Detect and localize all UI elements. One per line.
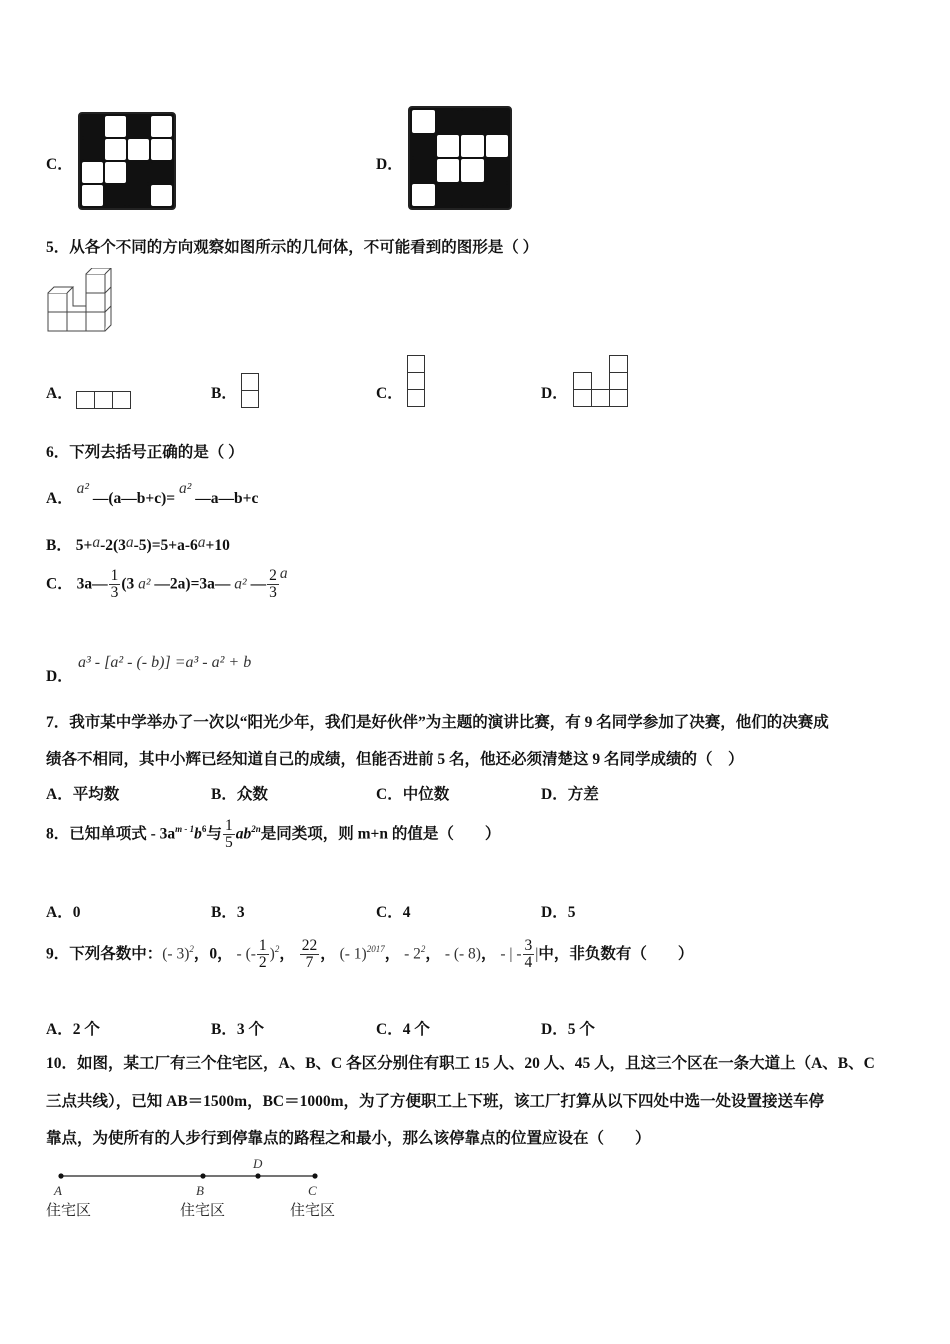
q5-a-square-2	[94, 391, 113, 409]
q7-option-b: B．众数	[211, 786, 268, 803]
q5-d-square-1	[573, 372, 592, 390]
q7-stem-line1: 7．我市某中学举办了一次以“阳光少年，我们是好伙伴”为主题的演讲比赛，有 9 名同学参加了决赛，他们的决赛成	[46, 714, 829, 731]
q9-option-d: D．5 个	[541, 1021, 595, 1038]
q9-n5: (- 1)	[339, 945, 367, 963]
q6-option-d-expr	[78, 654, 251, 672]
q9-n5-sup: 2017	[366, 944, 385, 955]
q9-n1: (- 3)	[162, 945, 190, 963]
q9-n8-fraction: $\frac{3}{4}$	[524, 937, 533, 972]
q9-stem-pre: 9．下列各数中：	[46, 945, 163, 963]
q9-comma-4: ，	[425, 945, 441, 963]
q7-stem-line2: 绩各不相同，其中小辉已经知道自己的成绩，但能否进前 5 名，他还必须清楚这 9 名同学成绩的（ ）	[46, 751, 744, 768]
q9-n3-fraction: $\frac{1}{2}$	[258, 937, 267, 972]
q6-b-part2: -2(3	[100, 537, 126, 554]
q9-stem-post: 中，非负数有（ ）	[538, 945, 694, 963]
q10-zone-c: 住宅区	[290, 1201, 336, 1219]
q6-option-c	[46, 565, 288, 602]
q8-ab: ab	[235, 825, 252, 843]
q5-d-square-4	[609, 355, 628, 373]
q6-b-part1: 5+	[75, 537, 93, 554]
q8-sup3: 2n	[251, 824, 261, 835]
q9-comma-5: ，	[480, 945, 497, 963]
q9-comma-1: ，	[279, 945, 295, 963]
q9-n8-post: |	[535, 945, 539, 963]
q6-b-var2: a	[125, 534, 134, 551]
q8-option-d: D．5	[541, 904, 576, 921]
q5-option-d-label: D．	[541, 385, 568, 402]
q5-a-square-3	[112, 391, 131, 409]
q6-a-var2: a²	[178, 480, 192, 497]
q5-option-b-label: B．	[211, 385, 237, 402]
q6-option-a	[46, 480, 259, 508]
q5-stem: 5．从各个不同的方向观察如图所示的几何体，不可能看到的图形是（ ）	[46, 239, 539, 256]
q6-a-label: A．	[46, 490, 73, 507]
q9-n4-fraction: $\frac{22}{7}$	[301, 937, 318, 972]
q10-point-d-dot	[255, 1173, 260, 1178]
q8-option-c: C．4	[376, 904, 411, 921]
q6-c-var1: a²	[138, 575, 151, 593]
q8-option-b: B．3	[211, 904, 245, 921]
q6-c-var3: a	[279, 565, 288, 583]
q10-zone-b: 住宅区	[180, 1201, 226, 1219]
q9-n1-sup: 2	[189, 944, 194, 955]
q6-c-part2: (3	[121, 575, 135, 593]
q10-road-diagram	[40, 1152, 360, 1222]
q10-zone-a: 住宅区	[46, 1201, 92, 1219]
q6-option-b	[46, 533, 230, 555]
q9-n6-sup: 2	[420, 944, 426, 955]
q7-option-d: D．方差	[541, 786, 599, 803]
q7-option-a: A．平均数	[46, 786, 120, 803]
q5-a-square-1	[76, 391, 95, 409]
q9-n6: - 2	[404, 945, 421, 963]
q6-b-part4: +10	[205, 537, 230, 554]
q10-line1: 10．如图，某工厂有三个住宅区，A、B、C 各区分别住有职工 15 人、20 人、45 人，且这三个区在一条大道上（A、B、C	[46, 1055, 875, 1072]
q8-mid: 与	[206, 825, 222, 843]
q5-b-square-2	[241, 390, 259, 408]
q6-a-var1: a²	[76, 480, 89, 497]
q5-c-square-1	[407, 355, 425, 373]
q10-point-a-dot	[58, 1173, 63, 1178]
q6-c-label: C．	[46, 575, 73, 593]
q10-point-d-label: D	[253, 1156, 263, 1171]
q5-solid-figure	[44, 268, 114, 334]
q6-b-label: B．	[46, 537, 72, 554]
q8-sup2: 6	[201, 824, 207, 835]
q6-c-part3: —2a)=3a—	[154, 575, 231, 593]
q5-c-square-3	[407, 389, 425, 407]
q6-b-part3: -5)=5+a-6	[133, 537, 198, 554]
q8-b: b	[194, 825, 202, 843]
q6-b-var1: a	[92, 534, 101, 551]
q9-option-c: C．4 个	[376, 1021, 430, 1038]
q9-option-b: B．3 个	[211, 1021, 264, 1038]
q9-n3-pre: - (-	[236, 945, 256, 963]
q10-line3: 靠点，为使所有的人步行到停靠点的路程之和最小，那么该停靠点的位置应设在（ ）	[46, 1130, 651, 1147]
q6-a-mid: —(a—b+c)=	[92, 490, 176, 507]
q6-d-left: a³ - [a² - (- b)]	[78, 654, 171, 671]
q9-stem	[46, 938, 693, 972]
q6-b-var3: a	[197, 534, 206, 551]
q9-n8-pre: - | -	[500, 945, 522, 963]
q5-d-square-6	[609, 389, 628, 407]
q6-d-right: =a³ - a² + b	[174, 654, 252, 671]
q4-option-c-grid	[78, 112, 176, 210]
q4-option-c-label: C．	[46, 156, 73, 173]
q8-stem-pre: 8．已知单项式 - 3a	[46, 825, 176, 843]
q6-c-part4: —	[250, 575, 267, 593]
q8-stem-post: 是同类项，则 m+n 的值是（ ）	[260, 825, 501, 843]
q9-option-a: A．2 个	[46, 1021, 100, 1038]
q6-c-fraction-2: $\frac{2}{3}$	[269, 567, 277, 602]
q4-option-d-label: D．	[376, 156, 403, 173]
q10-line2: 三点共线），已知 AB＝1500m，BC＝1000m，为了方便职工上下班，该工厂打算从以下四处中选一处设置接送车停	[46, 1093, 825, 1110]
q6-option-d-label: D．	[46, 668, 73, 685]
q9-sep: ，0，	[193, 945, 233, 963]
q6-c-var2: a²	[234, 575, 247, 593]
q6-c-part1: 3a—	[76, 575, 108, 593]
q5-d-square-5	[609, 372, 628, 390]
q5-d-square-2	[573, 389, 592, 407]
q9-comma-2: ，	[320, 945, 336, 963]
q4-option-d-grid	[408, 106, 512, 210]
q6-stem: 6．下列去括号正确的是（ ）	[46, 444, 244, 461]
q6-c-fraction-1: $\frac{1}{3}$	[110, 567, 119, 602]
q8-fraction: $\frac{1}{5}$	[224, 817, 233, 852]
q8-stem	[46, 818, 500, 852]
q10-point-b-label: B	[196, 1183, 204, 1198]
q5-d-square-3	[591, 389, 610, 407]
q5-option-c-label: C．	[376, 385, 403, 402]
q10-point-c-label: C	[308, 1183, 317, 1198]
q9-n3-sup: 2	[274, 944, 280, 955]
q9-n3-post: )	[269, 945, 275, 963]
q8-sup1: m - 1	[175, 824, 195, 835]
q10-point-a-label: A	[54, 1183, 62, 1198]
q5-c-square-2	[407, 372, 425, 390]
q9-comma-3: ，	[384, 945, 401, 963]
q7-option-c: C．中位数	[376, 786, 450, 803]
q10-point-b-dot	[200, 1173, 205, 1178]
q6-a-end: —a—b+c	[195, 490, 259, 507]
q5-b-square-1	[241, 373, 259, 391]
q10-point-c-dot	[312, 1173, 317, 1178]
q9-n7: - (- 8)	[444, 945, 481, 963]
q5-option-a-label: A．	[46, 385, 73, 402]
q8-option-a: A．0	[46, 904, 81, 921]
